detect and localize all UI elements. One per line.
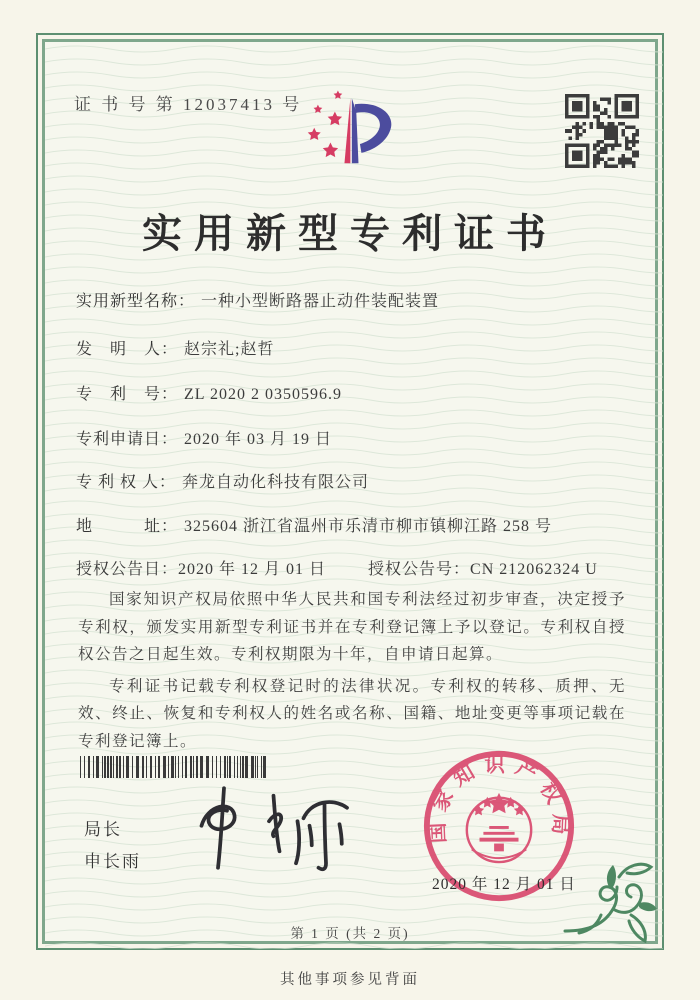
cnipa-patent-logo-icon: [298, 80, 416, 180]
legal-paragraph-1: 国家知识产权局依照中华人民共和国专利法经过初步审查，决定授予专利权，颁发实用新型专利证书并在专利登记簿上予以登记。专利权自授权公告之日起生效。专利权期限为十年，自申请日起算。: [78, 591, 626, 664]
field-filing-date: [76, 426, 332, 449]
field-value: ZL 2020 2 0350596.9: [184, 386, 342, 403]
field-value: 2020 年 12 月 01 日: [178, 561, 327, 578]
field-label: 专 利 权 人：: [76, 474, 177, 491]
field-value: 一种小型断路器止动件装配装置: [201, 293, 440, 310]
field-value: 325604 浙江省温州市乐清市柳市镇柳江路 258 号: [184, 518, 553, 535]
field-value: 2020 年 03 月 19 日: [184, 431, 333, 448]
director-name: 申长雨: [84, 852, 141, 872]
field-value: 赵宗礼;赵哲: [184, 341, 275, 358]
field-label: 发 明 人：: [76, 341, 179, 358]
handwritten-signature-icon: [185, 778, 365, 878]
grant-publication-row: [76, 556, 636, 579]
grant-number-pair: [368, 556, 598, 579]
legal-paragraph-2: 专利证书记载专利权登记时的法律状况。专利权的转移、质押、无效、终止、恢复和专利权人的姓名或名称、国籍、地址变更等事项记载在专利登记簿上。: [78, 677, 626, 750]
legal-text: [78, 586, 626, 759]
seal-date: 2020 年 12 月 01 日: [432, 876, 576, 893]
field-label: 授权公告日：: [76, 561, 179, 578]
field-utility-model-name: [76, 288, 439, 311]
field-label: 地 址：: [76, 518, 179, 535]
page-indicator: 第 1 页 (共 2 页): [290, 926, 410, 941]
field-value: CN 212062324 U: [470, 561, 598, 578]
field-value: 奔龙自动化科技有限公司: [182, 474, 370, 491]
field-label: 专 利 号：: [76, 386, 179, 403]
field-label: 实用新型名称：: [76, 293, 196, 310]
grant-date-pair: [76, 561, 326, 578]
seal-text: 国家知识产权局: [426, 754, 572, 844]
certificate-title: 实用新型专利证书: [142, 211, 558, 256]
footer-note: 其他事项参见背面: [280, 972, 420, 988]
field-address: [76, 513, 552, 536]
field-inventors: [76, 336, 274, 359]
field-label: 专利申请日：: [76, 431, 179, 448]
certificate-number: 证 书 号 第 12037413 号: [74, 95, 303, 114]
director-block: [84, 814, 141, 879]
barcode-icon: [80, 756, 268, 778]
field-label: 授权公告号：: [368, 561, 471, 578]
qr-code-icon: [565, 94, 639, 168]
field-patent-number: [76, 381, 342, 404]
director-title: 局长: [84, 820, 122, 839]
field-patentee: [76, 469, 369, 492]
